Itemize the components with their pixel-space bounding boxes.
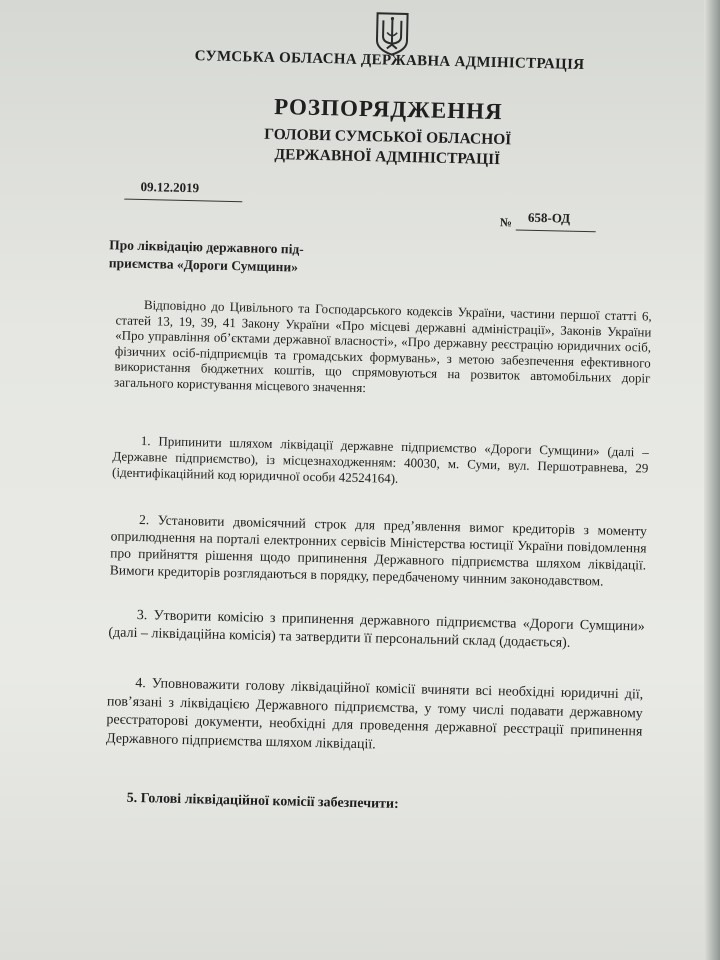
item-2-paragraph: 2. Установити двомісячний строк для пред’явлення вимог кредиторів з моменту оприлюднення на порталі електронних сервісів Міністерства юстиції України повідомлення про прийняття рішення щодо припинення Державного підприємства шляхом ліквідації. Вимоги кредиторів розглядаються в порядку, передбаченому чинним законодавством. bbox=[109, 511, 648, 589]
heading-line-1: ГОЛОВИ СУМСЬКОЇ ОБЛАСНОЇ bbox=[264, 125, 512, 149]
item-4-paragraph: 4. Уповноважити голову ліквідаційної комісії вчиняти всі необхідні юридичні дії, пов’язані з ліквідацією Державного підприємства, у тому числі подавати державному реєстраторові документи, необхідні для проведення державної реєстрації припинення Державного підприємства шляхом ліквідації. bbox=[105, 675, 644, 752]
coat-of-arms-trident-icon bbox=[374, 10, 411, 57]
document-date: 09.12.2019 bbox=[140, 178, 200, 196]
document-subject bbox=[109, 236, 370, 278]
item-5-heading: 5. Голові ліквідаційної комісії забезпечити: bbox=[126, 790, 399, 812]
organization-name: СУМСЬКА ОБЛАСНА ДЕРЖАВНА АДМІНІСТРАЦІЯ bbox=[194, 48, 585, 73]
document-number: 658-ОД bbox=[527, 209, 571, 226]
document-type-title: РОЗПОРЯДЖЕННЯ bbox=[273, 93, 503, 125]
preamble-paragraph: Відповідно до Цивільного та Господарського кодексів України, частини першої статті 6, статей 13, 19, 39, 41 Закону України «Про місцеві державні адміністрації», Законів України «Про управління об’єктами державної власності», «Про державну реєстрацію юридичних осіб, фізичних осіб-підприємців та громадських формувань», з метою забезпечення ефективного використання бюджетних коштів, що спрямовуються на розвиток автомобільних доріг загального користування місцевого значення: bbox=[114, 297, 652, 395]
item-1-paragraph: 1. Припинити шляхом ліквідації державне підприємство «Дороги Сумщини» (далі – Державне підприємство), із місцезнаходженням: 40030, м. Суми, вул. Першотравнева, 29 (ідентифікаційний код юридичної особи 42524164). bbox=[111, 433, 649, 486]
heading-line-2: ДЕРЖАВНОЇ АДМІНІСТРАЦІЇ bbox=[274, 145, 501, 169]
number-sign: № bbox=[499, 215, 513, 230]
number-underline bbox=[516, 229, 596, 232]
item-3-paragraph: 3. Утворити комісію з припинення державного підприємства «Дороги Сумщини» (далі – ліквідаційна комісія) та затвердити її персональний склад (додається). bbox=[108, 607, 645, 651]
subject-line-2: приємства «Дороги Сумщини» bbox=[108, 255, 299, 275]
subject-line-1: Про ліквідацію державного під- bbox=[109, 237, 304, 257]
date-underline bbox=[124, 199, 242, 203]
